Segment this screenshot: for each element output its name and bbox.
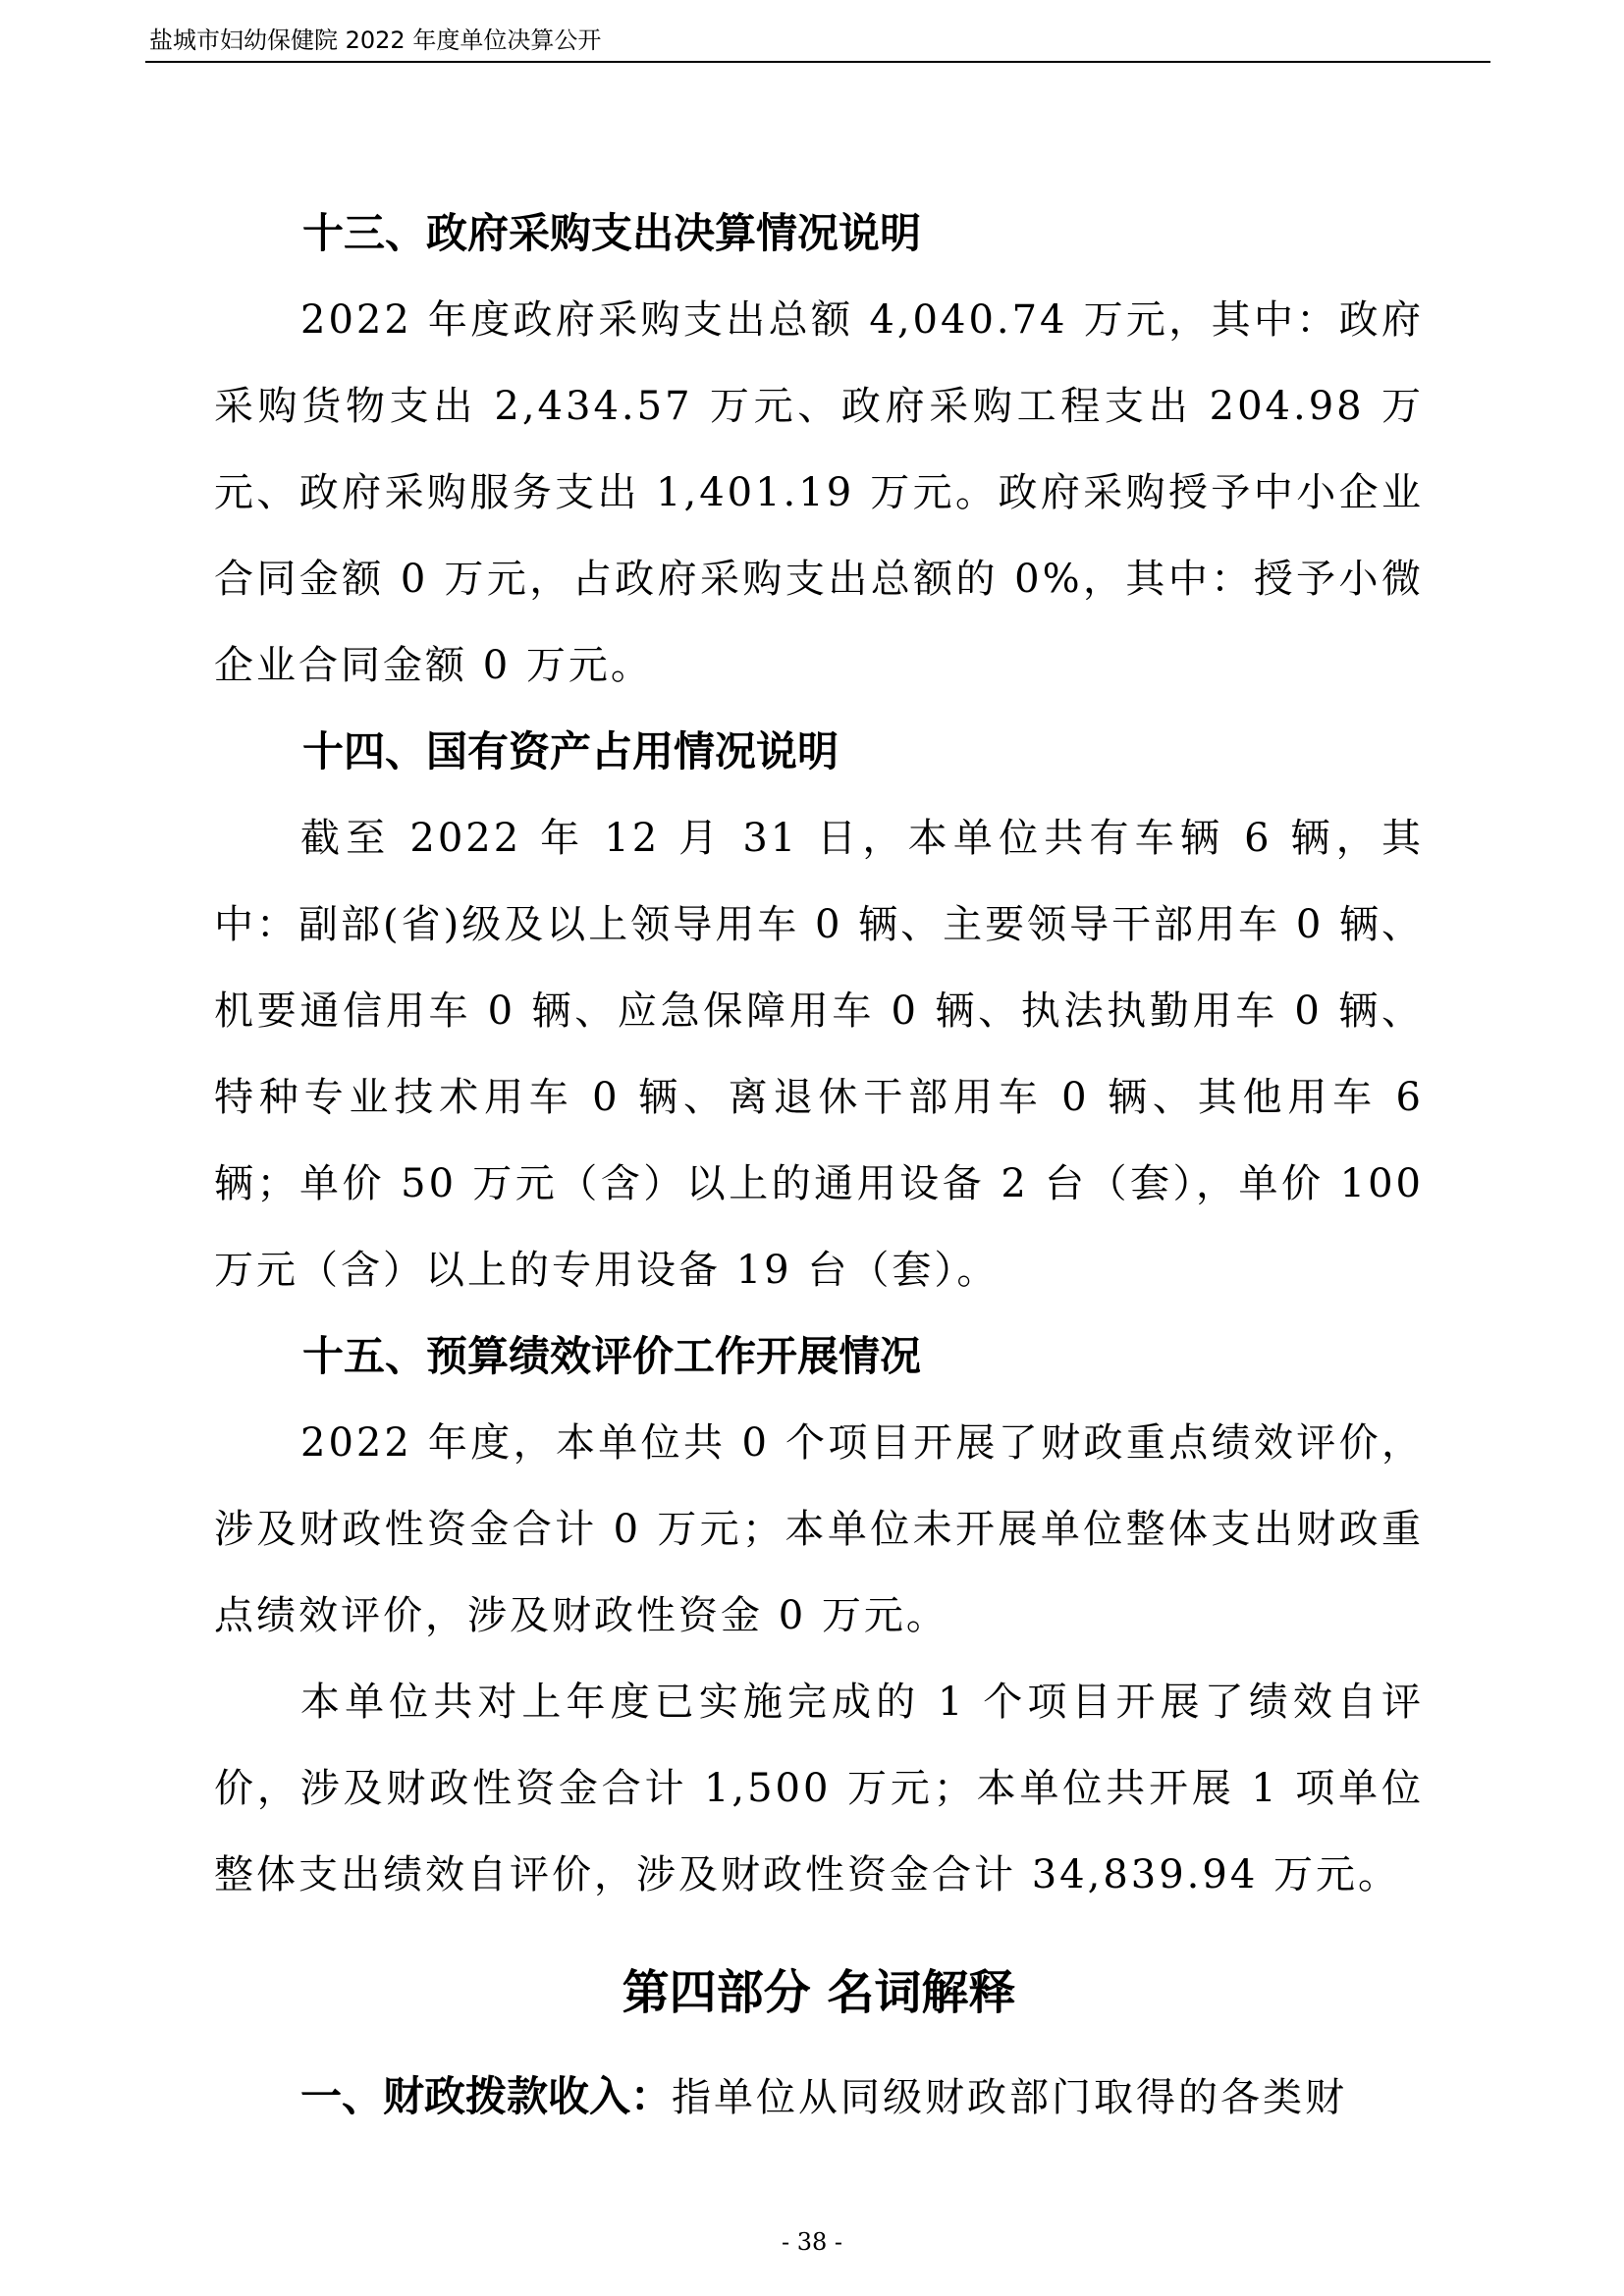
term-definition [214,2054,1424,2141]
part-title: 第四部分 名词解释 [622,1965,1016,2020]
paragraph: 2022 年度政府采购支出总额 4,040.74 万元，其中：政府采购货物支出 2,434.57 万元、政府采购工程支出 204.98 万元、政府采购服务支出 1,401.19 万元。政府采购授予中小企业合同金额 0 万元，占政府采购支出总额的 0%，其中：授予小微企业合同金额 0 万元。 [214,297,1424,688]
section-heading: 十五、预算绩效评价工作开展情况 [302,1332,922,1380]
paragraph: 截至 2022 年 12 月 31 日，本单位共有车辆 6 辆，其中：副部(省)级及以上领导用车 0 辆、主要领导干部用车 0 辆、机要通信用车 0 辆、应急保障用车 0 辆、执法执勤用车 0 辆、特种专业技术用车 0 辆、离退休干部用车 0 辆、其他用车 6 辆；单价 50 万元（含）以上的通用设备 2 台（套），单价 100 万元（含）以上的专用设备 19 台（套）。 [214,816,1424,1293]
document-body [214,190,1424,2141]
term-text: 指单位从同级财政部门取得的各类财 [672,2075,1348,2120]
section-heading: 十四、国有资产占用情况说明 [302,727,839,775]
header-title: 盐城市妇幼保健院 2022 年度单位决算公开 [149,27,602,54]
section-13-government-procurement [214,190,1424,709]
page-number: - 38 - [781,2228,842,2256]
page-header [145,22,1490,63]
section-heading: 十三、政府采购支出决算情况说明 [302,209,922,257]
paragraph: 2022 年度，本单位共 0 个项目开展了财政重点绩效评价，涉及财政性资金合计 0 万元；本单位未开展单位整体支出财政重点绩效评价，涉及财政性资金 0 万元。 [214,1420,1424,1638]
paragraph: 本单位共对上年度已实施完成的 1 个项目开展了绩效自评价，涉及财政性资金合计 1,500 万元；本单位共开展 1 项单位整体支出绩效自评价，涉及财政性资金合计 34,839.94 万元。 [214,1680,1424,1897]
section-14-state-assets [214,709,1424,1313]
term-label: 一、财政拨款收入： [300,2072,673,2120]
section-15-performance-evaluation [214,1313,1424,1918]
